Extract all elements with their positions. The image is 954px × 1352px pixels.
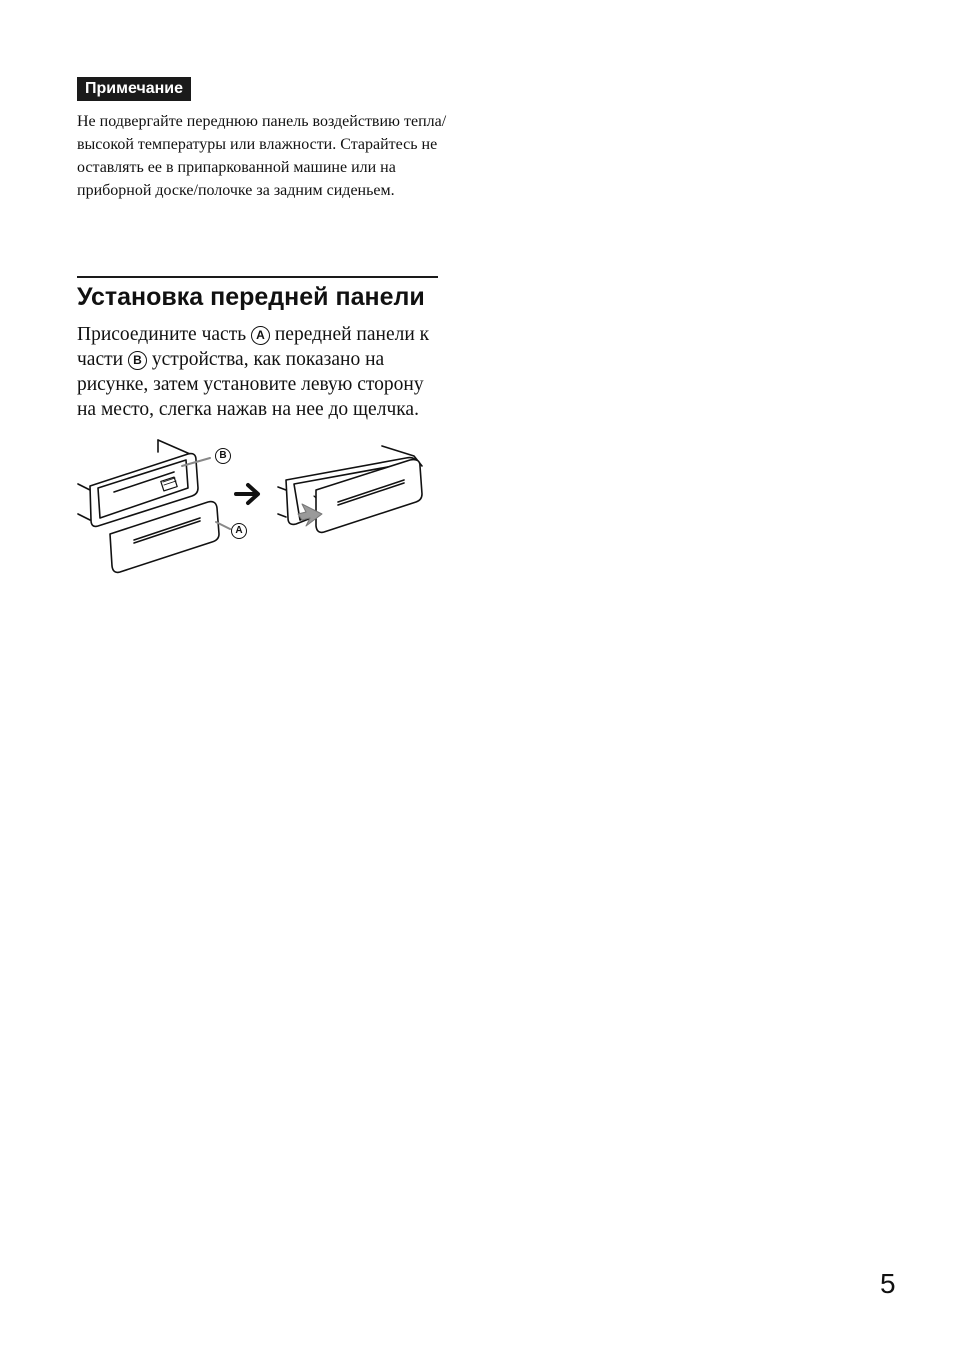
note-text: Не подвергайте переднюю панель воздействию тепла/высокой температуры или влажности. Старайтесь не оставлять ее в припаркованной машине или на приборной доске/полочке за задним сиденьем.	[77, 113, 447, 199]
unit-with-panel	[278, 446, 422, 532]
figure-label-a: A	[231, 523, 247, 539]
section-title: Установка передней панели	[77, 283, 425, 311]
instruction-part-1: Присоедините часть	[77, 324, 247, 345]
arrow-right-icon	[236, 485, 258, 503]
instruction-part-2: передней панели к части	[77, 324, 430, 370]
instruction-paragraph	[77, 322, 447, 422]
marker-a: A	[251, 326, 270, 345]
page-number: 5	[880, 1268, 896, 1299]
instruction-part-3: устройства, как показано на рисунке, затем установите левую сторону на место, слегка нажав на нее до щелчка.	[77, 349, 424, 420]
figure-label-b: B	[215, 448, 231, 464]
marker-b: B	[128, 351, 147, 370]
installation-illustration	[70, 432, 440, 580]
section-divider	[77, 276, 438, 278]
note-label: Примечание	[77, 77, 191, 101]
